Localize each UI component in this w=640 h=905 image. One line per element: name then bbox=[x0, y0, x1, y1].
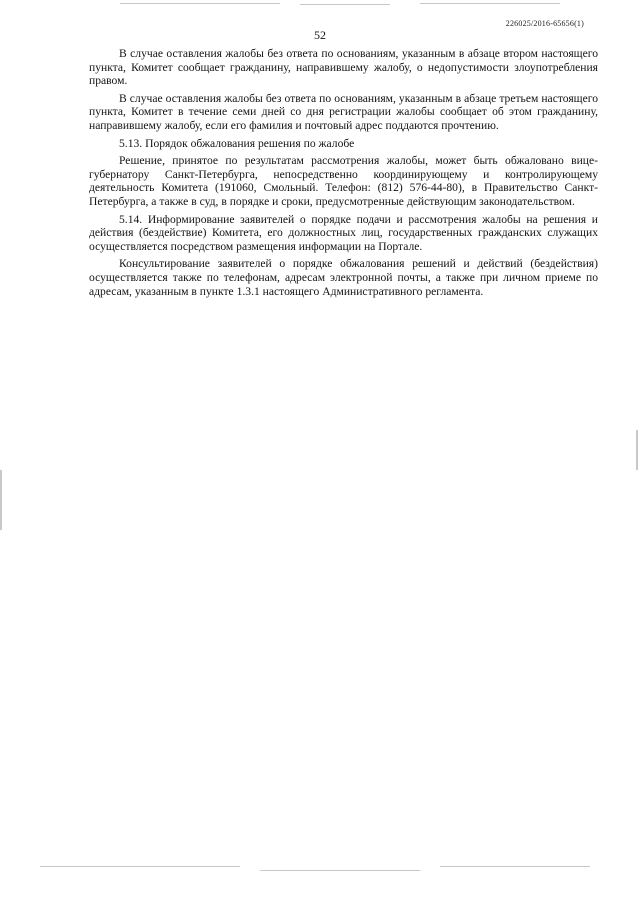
document-body bbox=[89, 47, 598, 302]
paragraph: Решение, принятое по результатам рассмотрения жалобы, может быть обжаловано вице-губернатору Санкт-Петербурга, непосредственно координирующему и контролирующему деятельность Комитета (191060, Смольный. Телефон: (812) 576-44-80), в Правительство Санкт-Петербурга, а также в суд, в порядке и сроки, предусмотренные действующим законодательством. bbox=[89, 154, 598, 208]
paragraph: В случае оставления жалобы без ответа по основаниям, указанным в абзаце втором настоящего пункта, Комитет сообщает гражданину, направившему жалобу, о недопустимости злоупотребления правом. bbox=[89, 47, 598, 88]
document-id: 226025/2016-65656(1) bbox=[505, 19, 584, 28]
paragraph: В случае оставления жалобы без ответа по основаниям, указанным в абзаце третьем настоящего пункта, Комитет в течение семи дней со дня регистрации жалобы сообщает об этом гражданину, направившему жалобу, если его фамилия и почтовый адрес поддаются прочтению. bbox=[89, 91, 598, 132]
page-number: 52 bbox=[314, 28, 326, 42]
paragraph: 5.14. Информирование заявителей о порядке подачи и рассмотрения жалобы на решения и действия (бездействие) Комитета, его должностных лиц, государственных гражданских служащих осуществляется посредством размещения информации на Портале. bbox=[89, 212, 598, 253]
paragraph: Консультирование заявителей о порядке обжалования решений и действий (бездействия) осуществляется также по телефонам, адресам электронной почты, а также при личном приеме по адресам, указанным в пункте 1.3.1 настоящего Административного регламента. bbox=[89, 257, 598, 298]
section-heading: 5.13. Порядок обжалования решения по жалобе bbox=[119, 136, 355, 150]
